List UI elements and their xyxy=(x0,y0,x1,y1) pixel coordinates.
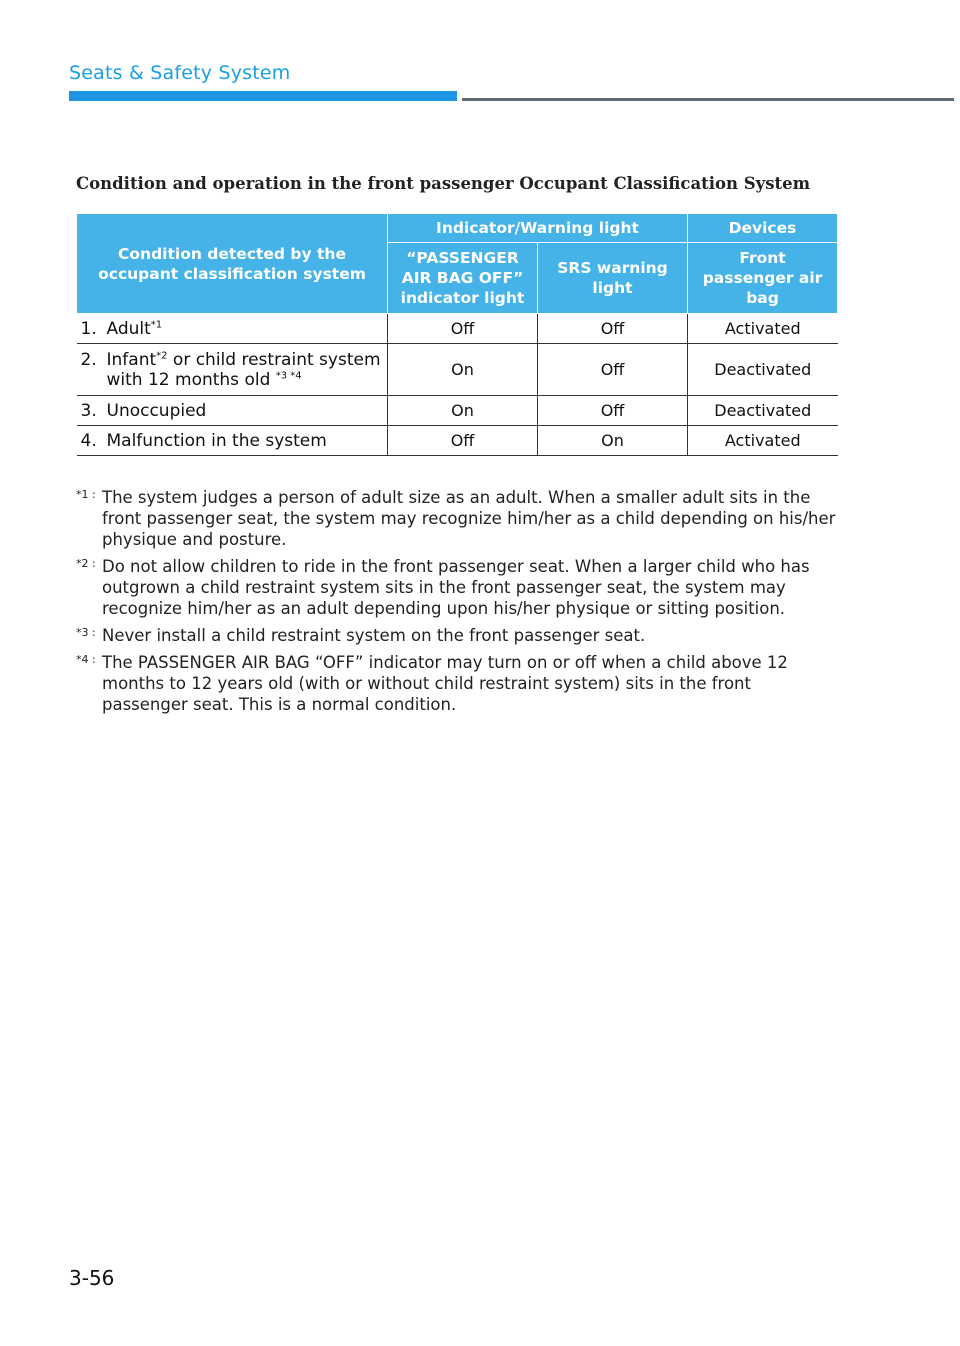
header-front-airbag: Front passenger air bag xyxy=(688,243,838,314)
srs-value: On xyxy=(538,426,688,456)
header-passenger-airbag-off: “PASSENGER AIR BAG OFF” indicator light xyxy=(388,243,538,314)
condition-text: Malfunction in the system xyxy=(106,430,327,451)
header-condition: Condition detected by the occupant classification system xyxy=(77,214,388,314)
footnote-text: Do not allow children to ride in the front passenger seat. When a larger child who has outgrown a child restraint system sits in the front passenger seat, the system may recognize him/her as an adult depending upon his/her physique or sitting position. xyxy=(102,557,810,618)
device-value: Activated xyxy=(688,314,838,344)
header-indicator-group: Indicator/Warning light xyxy=(388,214,688,243)
row-number: 3. xyxy=(80,400,97,421)
ocs-table xyxy=(76,213,838,456)
condition-text: Adult xyxy=(106,318,151,339)
condition-cell xyxy=(77,396,388,426)
footnote xyxy=(76,625,836,646)
srs-value: Off xyxy=(538,314,688,344)
condition-text: Unoccupied xyxy=(106,400,207,421)
srs-value: Off xyxy=(538,396,688,426)
header-rule xyxy=(462,98,954,101)
srs-value: Off xyxy=(538,344,688,396)
header-rule-accent xyxy=(69,91,457,101)
condition-cell xyxy=(77,314,388,344)
footnote-ref: *2 xyxy=(156,349,168,361)
page-number: 3-56 xyxy=(69,1266,115,1290)
footnote xyxy=(76,556,836,619)
header-devices-group: Devices xyxy=(688,214,838,243)
table-row xyxy=(77,344,838,396)
footnote-text: The system judges a person of adult size as an adult. When a smaller adult sits in the front passenger seat, the system may recognize him/her as a child depending on his/her physique and posture. xyxy=(102,488,836,549)
footnotes xyxy=(76,487,836,721)
footnote-text: Never install a child restraint system on the front passenger seat. xyxy=(102,626,646,645)
footnote-mark: *1 : xyxy=(76,488,96,501)
table-row xyxy=(77,314,838,344)
device-value: Deactivated xyxy=(688,396,838,426)
row-number: 4. xyxy=(80,430,97,451)
header-srs-warning: SRS warning light xyxy=(538,243,688,314)
table-title: Condition and operation in the front passenger Occupant Classification System xyxy=(76,174,811,193)
footnote-mark: *4 : xyxy=(76,653,96,666)
condition-text: Infant xyxy=(106,349,157,370)
device-value: Activated xyxy=(688,426,838,456)
device-value: Deactivated xyxy=(688,344,838,396)
table-row xyxy=(77,396,838,426)
footnote xyxy=(76,487,836,550)
airbag-off-value: Off xyxy=(388,314,538,344)
footnote-ref: *1 xyxy=(150,318,163,330)
row-number: 1. xyxy=(80,318,97,339)
section-title: Seats & Safety System xyxy=(69,62,291,84)
footnote-mark: *2 : xyxy=(76,557,96,570)
airbag-off-value: On xyxy=(388,344,538,396)
airbag-off-value: On xyxy=(388,396,538,426)
condition-cell xyxy=(77,426,388,456)
footnote-text: The PASSENGER AIR BAG “OFF” indicator may turn on or off when a child above 12 months to 12 years old (with or without child restraint system) sits in the front passenger seat. This is a normal condition. xyxy=(102,653,788,714)
footnote xyxy=(76,652,836,715)
condition-cell xyxy=(77,344,388,396)
table-row xyxy=(77,426,838,456)
airbag-off-value: Off xyxy=(388,426,538,456)
footnote-mark: *3 : xyxy=(76,626,96,639)
row-number: 2. xyxy=(80,349,97,370)
condition-text-tail: or child restraint system with 12 months old xyxy=(106,349,381,390)
footnote-ref: *3 *4 xyxy=(275,369,302,381)
